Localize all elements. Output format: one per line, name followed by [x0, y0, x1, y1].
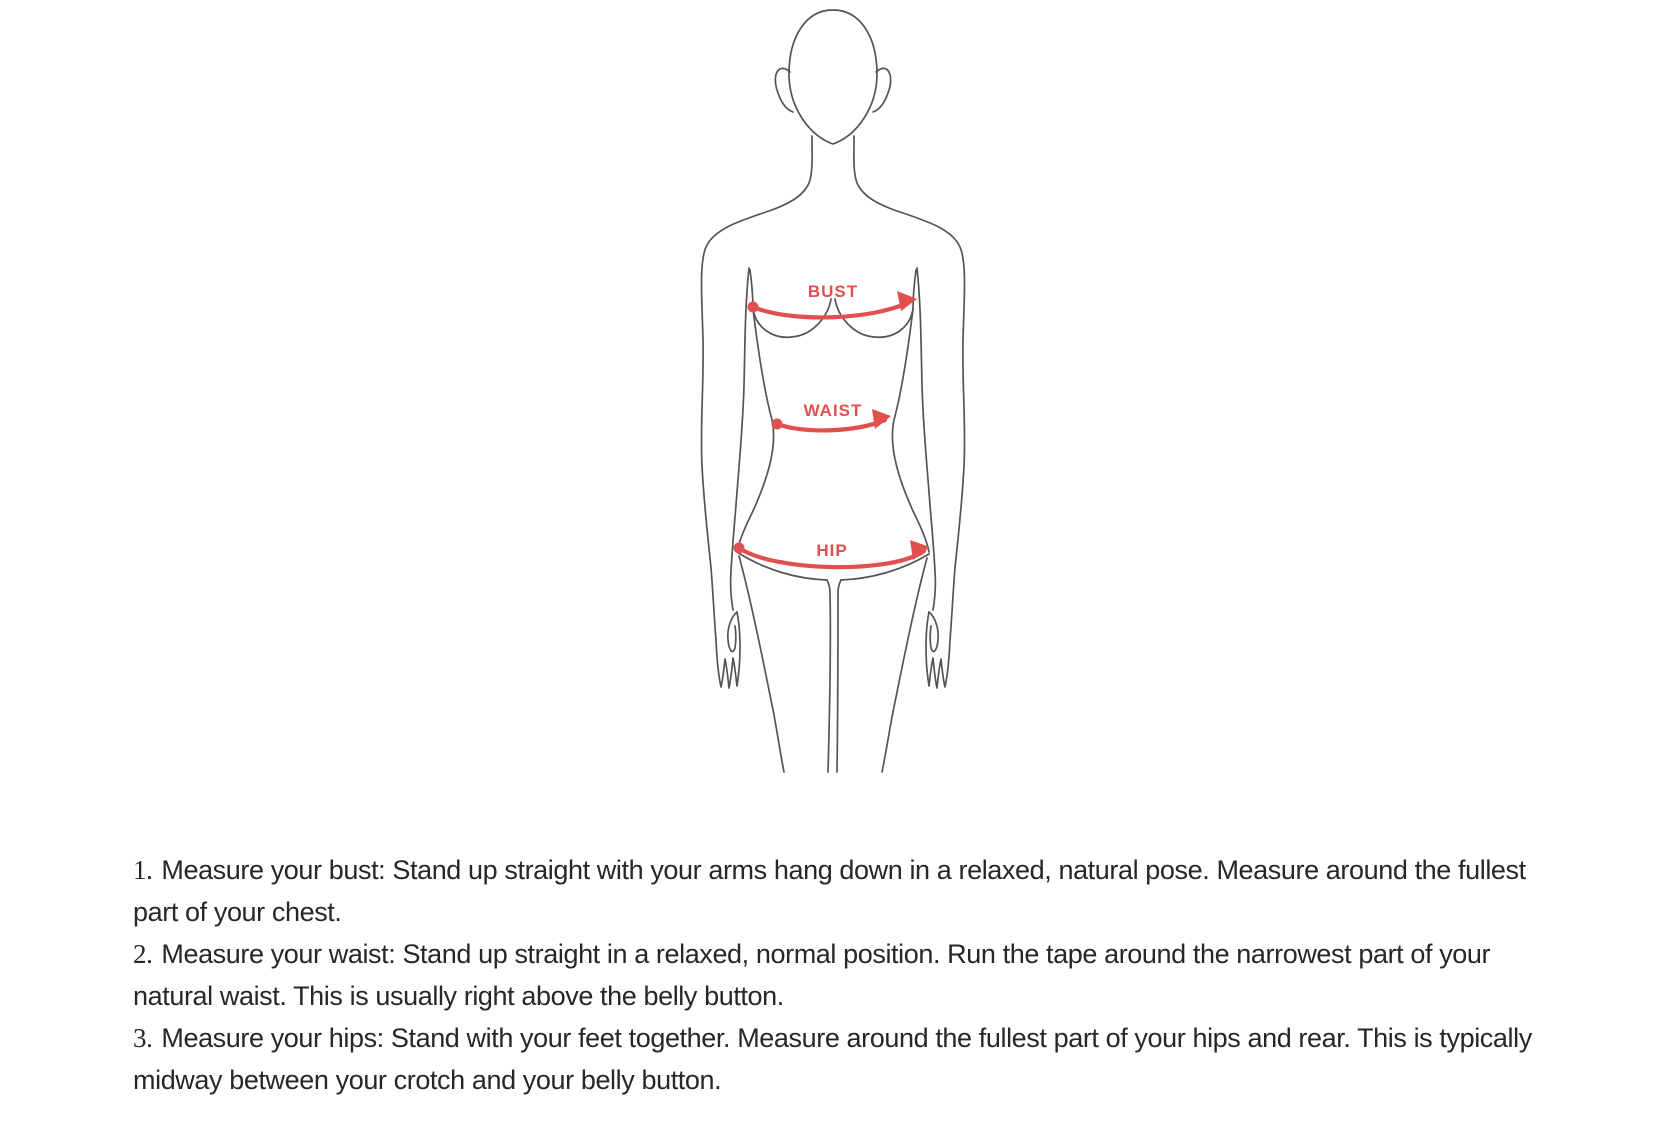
- right-outer-thigh: [882, 558, 927, 772]
- instruction-1-text: Measure your bust: Stand up straight with your arms hang down in a relaxed, natural pose. Measure around the fullest: [161, 855, 1526, 885]
- instruction-1-number: 1.: [133, 855, 153, 885]
- right-thumb: [929, 612, 938, 651]
- head-outline: [789, 10, 877, 144]
- measurement-instructions: [133, 849, 1633, 1101]
- crotch-right-edge: [837, 580, 841, 772]
- left-thumb: [728, 612, 737, 651]
- left-body-outer-contour: [701, 136, 812, 688]
- bust-arrow: [753, 302, 909, 317]
- hip-label: HIP: [816, 541, 848, 560]
- right-body-outer-contour: [854, 136, 965, 688]
- instruction-3-line-1: [133, 1017, 1633, 1059]
- instruction-1-line-2: part of your chest.: [133, 897, 342, 927]
- left-outer-thigh: [739, 556, 784, 772]
- waist-arrow: [777, 420, 885, 430]
- measurement-arrows: [734, 291, 931, 567]
- instruction-1-line-1: [133, 849, 1633, 891]
- instruction-2-line-1: [133, 933, 1633, 975]
- instruction-2-text: Measure your waist: Stand up straight in a relaxed, normal position. Run the tape around the narrowest part of your: [161, 939, 1491, 969]
- waist-arrowhead-icon: [872, 409, 891, 429]
- right-armpit-line: [913, 270, 916, 309]
- instruction-3-line-2: midway between your crotch and your belly button.: [133, 1065, 722, 1095]
- instruction-2-number: 2.: [133, 939, 153, 969]
- instruction-3-text: Measure your hips: Stand with your feet together. Measure around the fullest part of your hips and rear. This is typically: [161, 1023, 1532, 1053]
- bust-label: BUST: [807, 282, 859, 301]
- waist-label: WAIST: [803, 401, 863, 420]
- crotch-left-edge: [827, 580, 830, 772]
- figure-outline: [701, 10, 964, 772]
- instruction-2-line-2: natural waist. This is usually right above the belly button.: [133, 981, 784, 1011]
- instruction-3-number: 3.: [133, 1023, 153, 1053]
